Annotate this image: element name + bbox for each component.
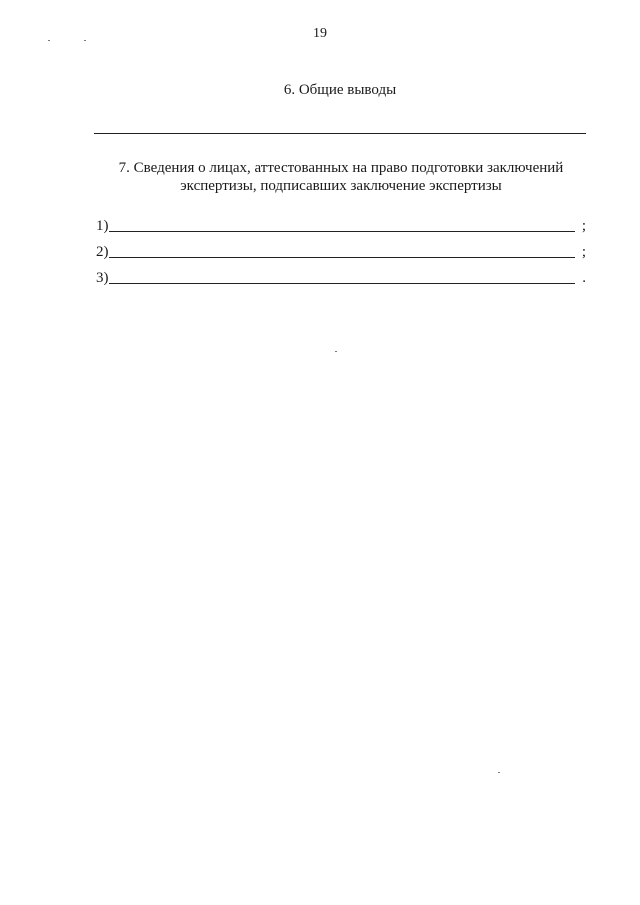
list-item-number: 1) [96,218,109,234]
scan-speck [48,40,50,41]
list-item-blank-line [109,217,576,232]
list-item-number: 2) [96,244,109,260]
signatories-list [96,216,586,294]
list-item [96,268,586,287]
section-7-heading-line-1: 7. Сведения о лицах, аттестованных на право подготовки заключений [118,160,564,176]
list-item-number: 3) [96,270,109,286]
list-item-blank-line [109,243,576,258]
list-item-terminator: ; [581,218,586,234]
list-item [96,216,586,235]
general-conclusions-blank-line [94,133,586,134]
scan-speck [84,40,86,41]
section-6-heading: 6. Общие выводы [283,82,397,98]
list-item-blank-line [109,269,576,284]
section-7-heading [96,159,586,195]
list-item-terminator: . [582,270,586,286]
list-item-terminator: ; [581,244,586,260]
section-7-heading-line-2: экспертизы, подписавших заключение экспертизы [180,178,502,194]
scan-speck [498,772,500,773]
page-number: 19 [313,26,327,41]
scan-speck [335,351,337,352]
list-item [96,242,586,261]
